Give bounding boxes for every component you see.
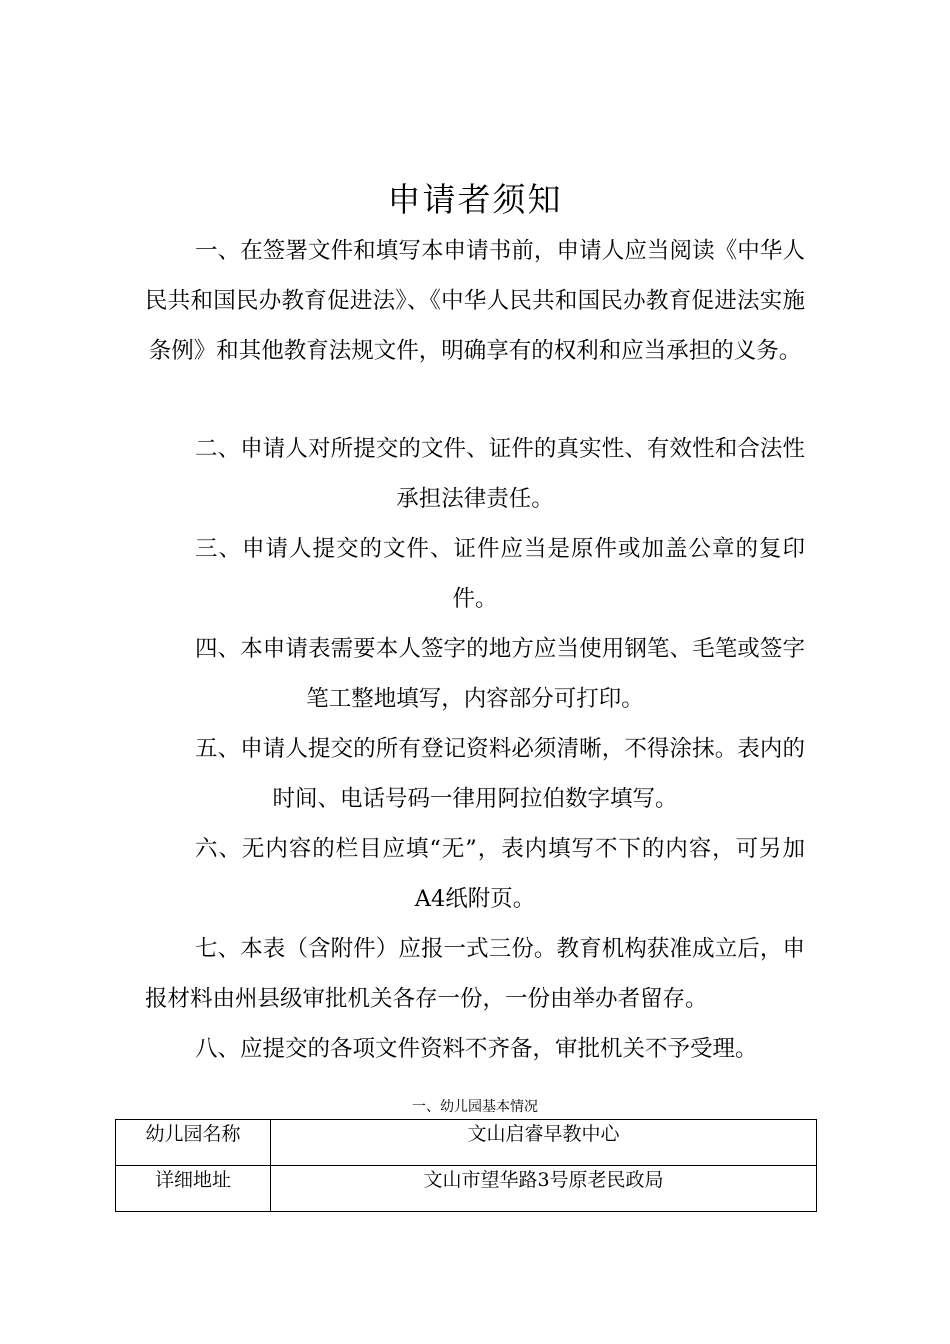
notice-item-5: 五、申请人提交的所有登记资料必须清晰，不得涂抹。表内的时间、电话号码一律用阿拉伯数字填写。 (195, 736, 805, 812)
basic-info-table (115, 1119, 817, 1212)
notice-item-3: 三、申请人提交的文件、证件应当是原件或加盖公章的复印件。 (195, 536, 805, 612)
page-title: 申请者须知 (387, 180, 563, 219)
address-value[interactable]: 文山市望华路3号原老民政局 (271, 1166, 817, 1212)
address-label: 详细地址 (116, 1166, 271, 1212)
notice-item-4: 四、本申请表需要本人签字的地方应当使用钢笔、毛笔或签字笔工整地填写，内容部分可打印。 (195, 636, 805, 712)
table-row (116, 1166, 817, 1212)
notice-item-7: 七、本表（含附件）应报一式三份。教育机构获准成立后，申报材料由州县级审批机关各存一份，一份由举办者留存。 (145, 936, 805, 1012)
notice-item-2: 二、申请人对所提交的文件、证件的真实性、有效性和合法性承担法律责任。 (195, 436, 805, 512)
notice-item-6: 六、无内容的栏目应填“无”，表内填写不下的内容，可另加A4纸附页。 (195, 836, 805, 912)
section-caption: 一、幼儿园基本情况 (412, 1099, 538, 1115)
table-row (116, 1120, 817, 1166)
kindergarten-name-label: 幼儿园名称 (116, 1120, 271, 1166)
kindergarten-name-value[interactable]: 文山启睿早教中心 (271, 1120, 817, 1166)
notice-item-1: 一、在签署文件和填写本申请书前，申请人应当阅读《中华人民共和国民办教育促进法》、《中华人民共和国民办教育促进法实施条例》和其他教育法规文件，明确享有的权利和应当承担的义务。 (145, 238, 805, 364)
notice-item-8: 八、应提交的各项文件资料不齐备，审批机关不予受理。 (195, 1036, 758, 1062)
